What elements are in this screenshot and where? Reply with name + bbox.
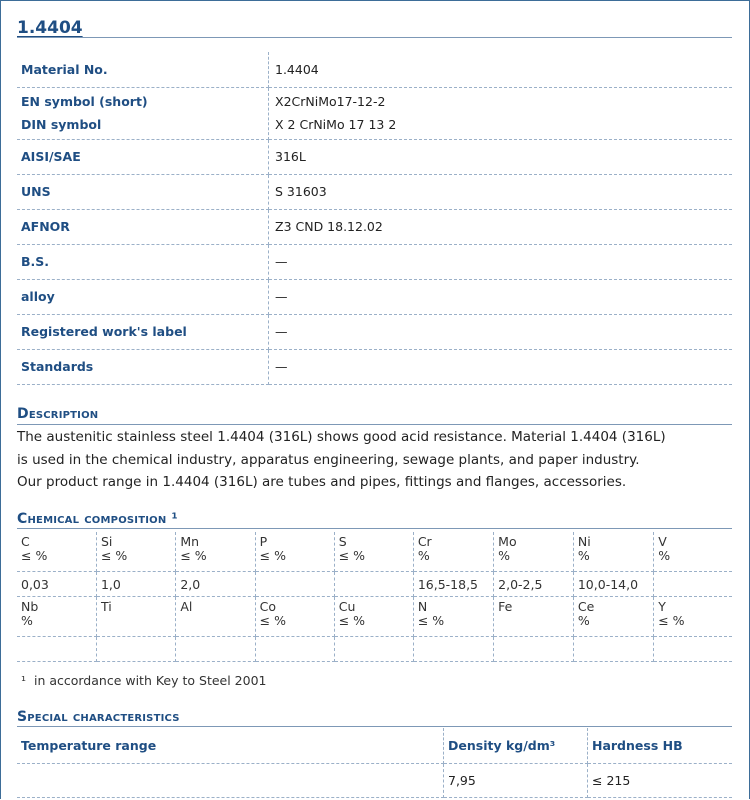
table-row [17,349,732,384]
element-cell [17,532,96,572]
element-symbol: Cu [338,599,356,614]
element-unit: % [417,548,430,563]
table-row [17,174,732,209]
description-line: The austenitic stainless steel 1.4404 (316L) shows good acid resistance. Material 1.4404 (316L) [17,429,666,445]
element-unit: % [577,548,590,563]
element-symbol: Al [180,599,193,614]
element-cell [573,597,653,637]
element-cell [494,532,574,572]
element-symbol: Si [100,534,113,549]
element-symbol: Mo [498,534,517,549]
description-divider [17,424,732,425]
description-heading: Description [17,406,99,422]
row-label: alloy [17,279,269,314]
element-cell [413,597,493,637]
element-value [654,572,732,597]
element-symbol: Co [259,599,277,614]
row-label: B.S. [17,244,269,279]
din-symbol-label: DIN symbol [21,117,102,132]
table-row [17,52,732,87]
chemical-composition-heading: Chemical composition ¹ [17,511,178,527]
element-unit: ≤ % [259,548,286,563]
element-value: 2,0-2,5 [494,572,574,597]
element-value [334,637,413,662]
hardness-header: Hardness HB [588,728,733,764]
row-label: Registered work's label [17,314,269,349]
element-unit: ≤ % [338,613,366,628]
element-value-row [17,572,732,597]
element-value [96,637,175,662]
element-cell [654,597,732,637]
element-value [654,637,732,662]
element-header-row [17,532,732,572]
element-cell [494,597,574,637]
en-symbol-value: X2CrNiMo17-12-2 [275,94,386,109]
hardness-value: ≤ 215 [588,764,733,798]
element-symbol: Ce [577,599,595,614]
identity-table [17,52,732,385]
special-characteristics-heading: Special characteristics [17,709,180,725]
footnote-text: in accordance with Key to Steel 2001 [33,673,267,688]
row-value [269,87,733,139]
footnote-mark: ¹ [21,673,27,688]
element-symbol: Nb [21,599,39,614]
element-cell [176,597,255,637]
table-row [17,764,732,798]
description-line: Our product range in 1.4404 (316L) are tubes and pipes, fittings and flanges, accessories. [17,474,627,490]
element-value [255,572,334,597]
element-unit: % [21,613,33,628]
temperature-range-value [17,764,444,798]
element-symbol: Mn [180,534,200,549]
element-unit: ≤ % [100,548,128,563]
row-label: Material No. [17,52,269,87]
row-value: — [269,314,733,349]
row-label: Standards [17,349,269,384]
element-symbol: S [338,534,347,549]
element-header-row [17,597,732,637]
element-cell [255,597,334,637]
element-cell [334,532,413,572]
element-symbol: V [658,534,667,549]
element-value [334,572,413,597]
temperature-range-header: Temperature range [17,728,444,764]
element-symbol: Cr [417,534,432,549]
row-label [17,87,269,139]
element-cell [96,532,175,572]
special-divider [17,726,732,727]
row-label: AISI/SAE [17,139,269,174]
row-value: 316L [269,139,733,174]
table-header-row [17,728,732,764]
element-value [413,637,493,662]
table-row [17,209,732,244]
footnote [21,673,267,688]
element-value-row [17,637,732,662]
element-cell [413,532,493,572]
element-symbol: C [21,534,30,549]
element-cell [654,532,732,572]
table-row [17,279,732,314]
en-symbol-label: EN symbol (short) [21,94,148,109]
row-label: UNS [17,174,269,209]
element-unit: ≤ % [658,613,685,628]
density-header: Density kg/dm³ [444,728,588,764]
element-unit: ≤ % [417,613,445,628]
chemical-composition-table [17,532,732,662]
element-cell [573,532,653,572]
table-row [17,314,732,349]
table-row [17,87,732,139]
page-title: 1.4404 [17,18,83,38]
row-value: — [269,349,733,384]
row-value: 1.4404 [269,52,733,87]
element-unit: % [498,548,511,563]
density-value: 7,95 [444,764,588,798]
row-value: — [269,279,733,314]
element-value [176,637,255,662]
element-symbol: Fe [498,599,513,614]
element-symbol: Ti [100,599,112,614]
description-line: is used in the chemical industry, apparatus engineering, sewage plants, and paper industry. [17,451,640,468]
element-value [17,637,96,662]
element-value: 2,0 [176,572,255,597]
chemical-divider [17,528,732,529]
element-symbol: Y [658,599,666,614]
element-cell [255,532,334,572]
element-cell [334,597,413,637]
title-divider [17,37,732,38]
element-value: 16,5-18,5 [413,572,493,597]
element-unit: ≤ % [338,548,366,563]
element-value [255,637,334,662]
element-value [573,637,653,662]
element-cell [96,597,175,637]
element-unit: % [658,548,671,563]
description-text [17,426,732,494]
element-unit: ≤ % [180,548,207,563]
din-symbol-value: X 2 CrNiMo 17 13 2 [275,117,397,132]
row-value: — [269,244,733,279]
element-symbol: N [417,599,428,614]
element-unit: % [577,613,590,628]
table-row [17,244,732,279]
row-label: AFNOR [17,209,269,244]
table-row [17,139,732,174]
element-value [494,637,574,662]
element-value: 1,0 [96,572,175,597]
row-value: Z3 CND 18.12.02 [269,209,733,244]
element-unit: ≤ % [21,548,48,563]
element-symbol: Ni [577,534,591,549]
element-value: 0,03 [17,572,96,597]
element-cell [17,597,96,637]
element-unit: ≤ % [259,613,286,628]
element-symbol: P [259,534,268,549]
row-value: S 31603 [269,174,733,209]
special-characteristics-table [17,728,732,798]
element-cell [176,532,255,572]
element-value: 10,0-14,0 [573,572,653,597]
